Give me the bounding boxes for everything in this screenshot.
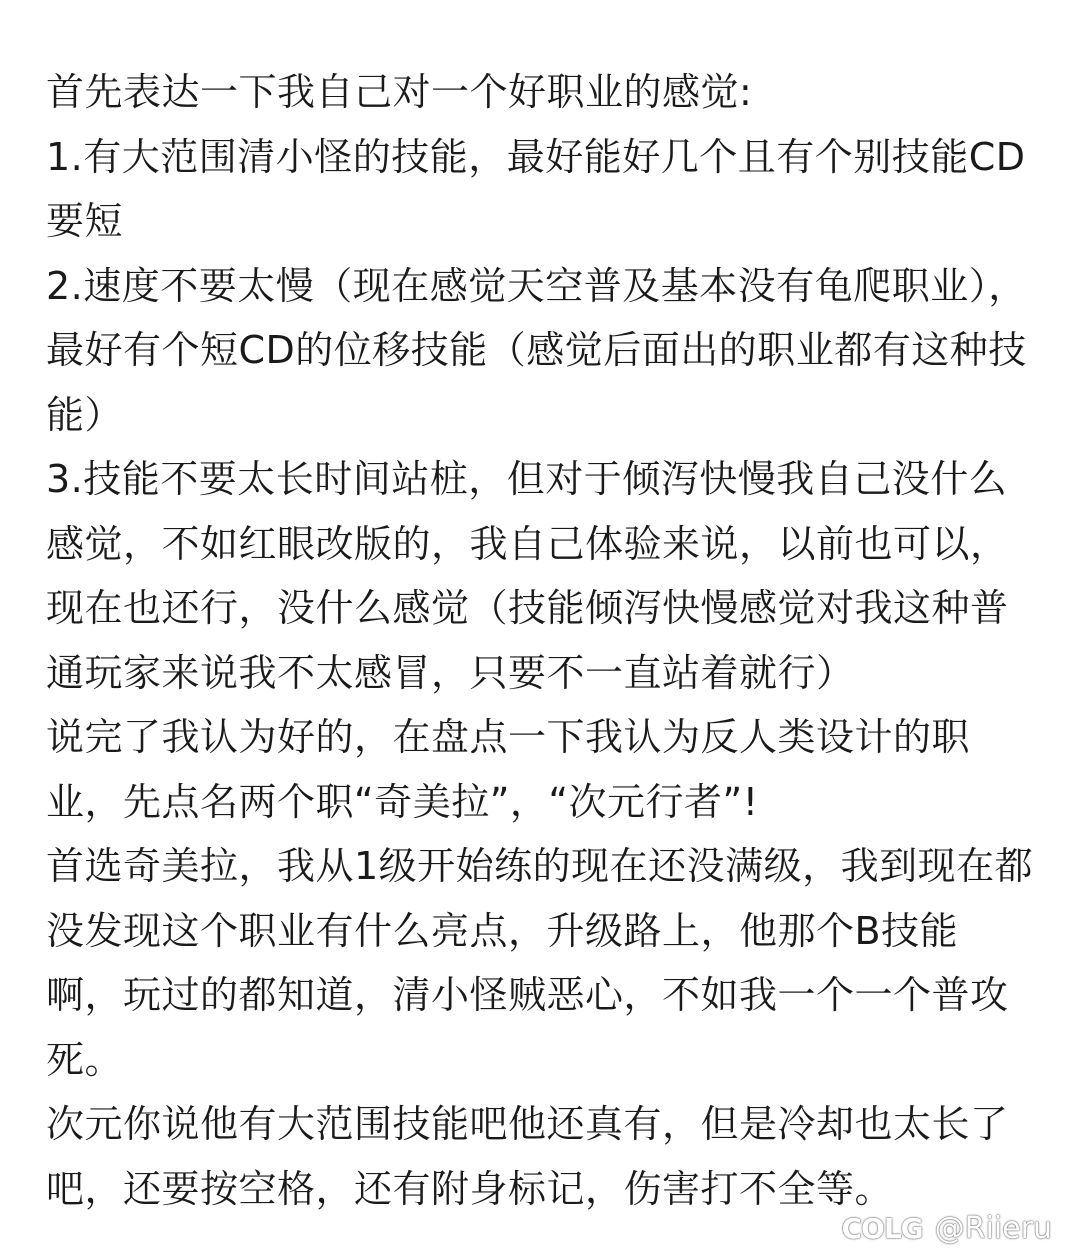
watermark: [839, 1211, 1052, 1246]
article-paragraph-chimera: 首选奇美拉，我从1级开始练的现在还没满级，我到现在都没发现这个职业有什么亮点，升级路上，他那个B技能啊，玩过的都知道，清小怪贼恶心，不如我一个一个普攻死。: [46, 844, 1034, 1082]
article-paragraph-transition: 说完了我认为好的，在盘点一下我认为反人类设计的职业，先点名两个职“奇美拉”，“次元行者”!: [46, 715, 971, 824]
article-paragraph-point-1: 1.有大范围清小怪的技能，最好能好几个且有个别技能CD要短: [46, 134, 1026, 243]
watermark-handle: @Riieru: [934, 1211, 1052, 1246]
article-paragraph-intro: 首先表达一下我自己对一个好职业的感觉:: [46, 70, 753, 114]
article-paragraph-dimension-walker: 次元你说他有大范围技能吧他还真有，但是冷却也太长了吧，还要按空格，还有附身标记，伤害打不全等。: [46, 1102, 1009, 1211]
colg-logo-icon: COLG: [841, 1212, 923, 1245]
article-paragraph-point-3: 3.技能不要太长时间站桩，但对于倾泻快慢我自己没什么感觉，不如红眼改版的，我自己体验来说，以前也可以，现在也还行，没什么感觉（技能倾泻快慢感觉对我这种普通玩家来说我不太感冒，只要不一直站着就行）: [46, 457, 1009, 695]
article-paragraph-point-2: 2.速度不要太慢（现在感觉天空普及基本没有龟爬职业），最好有个短CD的位移技能（感觉后面出的职业都有这种技能）: [46, 263, 1027, 437]
